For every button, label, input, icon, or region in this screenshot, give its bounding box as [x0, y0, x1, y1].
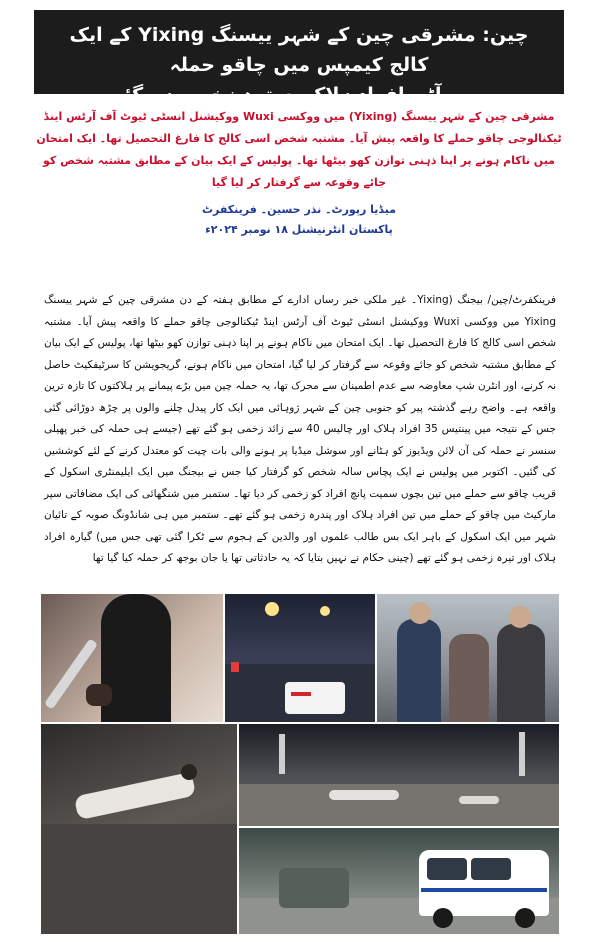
photo-night-ambulance — [225, 594, 375, 722]
headline-banner — [34, 10, 564, 106]
article-paragraph: فرینکفرٹ/چین/ بیجنگ (Yixing۔ غیر ملکی خبر رساں ادارے کے مطابق ہفتہ کے دن مشرقی چین کے شہر ییسنگ Yixing میں ووکسی Wuxi ووکیشنل انسٹی ٹیوٹ آف آرٹس اینڈ ٹیکنالوجی چاقو حملے کا واقعہ پیش آیا۔ مشتبہ شخص اسی کالج کا فارغ التحصیل تھا۔ ایک امتحان میں ناکام ہونے پر اپنا ذہنی توازن کھو بیٹھا تھا، پولیس کے ایک بیان کے مطابق مشتبہ شخص کو جائے وقوعہ سے گرفتار کر لیا گیا، امتحان میں ناکام ہونے، گریجویشن کا سرٹیفکیٹ حاصل نہ کرنے، اور انٹرن شپ معاوضہ سے عدم اطمینان سے محرک تھا، یہ حملہ چین میں بڑے پیمانے پر ہلاکتوں کا تازہ ترین واقعہ ہے۔ واضح رہے گذشتہ پیر کو جنوبی چین کے شہر ژوہائی میں ایک کار پیدل چلنے والوں پر چڑھ دوڑائی گئی جس کے نتیجہ میں پینتیس 35 افراد ہلاک اور چالیس 40 سے زائد زخمی ہو گئے تھے (جیسے ہی حملہ کی خبر پھیلی سنسر نے حملہ کی آن لائن ویڈیوز کو ہٹانے اور سوشل میڈیا پر ہونے والی بات چیت کو معتدل کرنے کے لئے کوششیں کی گئیں۔ اکتوبر میں پولیس نے ایک پچاس سالہ شخص کو گرفتار کیا جس نے بیجنگ میں ایک ایلیمنٹری اسکول کے قریب چاقو سے حملے میں تین بچوں سمیت پانچ افراد کو زخمی کر دیا تھا۔ ستمبر میں شنگھائی کی ایک مضافاتی سپر مارکیٹ میں چاقو کے حملے میں تین افراد ہلاک اور پندرہ زخمی ہو گئے تھے۔ ستمبر میں ہی شانڈونگ صوبہ کے تائیان شہر میں ایک اسکول کے باہر ایک بس طالب علموں اور والدین کے ہجوم سے ٹکرا گئی تھی جس میں) گیارہ افراد ہلاک اور تیرہ زخمی ہو گئے تھے (چینی حکام نے نہیں بتایا کہ یہ حادثاتی تھا یا جان بوجھ کر حملہ کیا گیا تھا — [44, 294, 556, 564]
photo-knife-attacker — [41, 594, 223, 722]
summary-text: مشرقی چین کے شہر ییسنگ (Yixing) میں ووکسی Wuxi ووکیشنل انسٹی ٹیوٹ آف آرٹس اینڈ ٹیکنالوجی چاقو حملے کا واقعہ پیش آیا۔ مشتبہ شخص اسی کالج کا فارغ التحصیل تھا۔ ایک امتحان میں ناکام ہونے پر اپنا ذہنی توازن کھو بیٹھا تھا۔ پولیس کے ایک بیان کے مطابق مشتبہ شخص کو جائے وقوعہ سے گرفتار کر لیا گیا — [36, 110, 562, 189]
photo-victim-road — [41, 724, 237, 934]
photo-night-street — [239, 724, 559, 826]
photo-collage — [41, 594, 559, 934]
headline-line-2: میں آٹھ افراد ہلاک، سترہ زخمی ہو گئے — [113, 84, 485, 106]
photo-police-van — [239, 828, 559, 934]
photo-police-escort — [377, 594, 559, 722]
publication-source: پاکستان انٹرنیشنل ۱۸ نومبر ۲۰۲۴ء — [205, 223, 393, 236]
headline-line-1: چین: مشرقی چین کے شہر ییسنگ Yixing کے ایک کالج کیمپس میں چاقو حملہ — [69, 24, 529, 76]
article-body — [44, 290, 556, 570]
byline: میڈیا رپورٹ۔ نذر حسین۔ فرینکفرٹ — [201, 203, 397, 216]
